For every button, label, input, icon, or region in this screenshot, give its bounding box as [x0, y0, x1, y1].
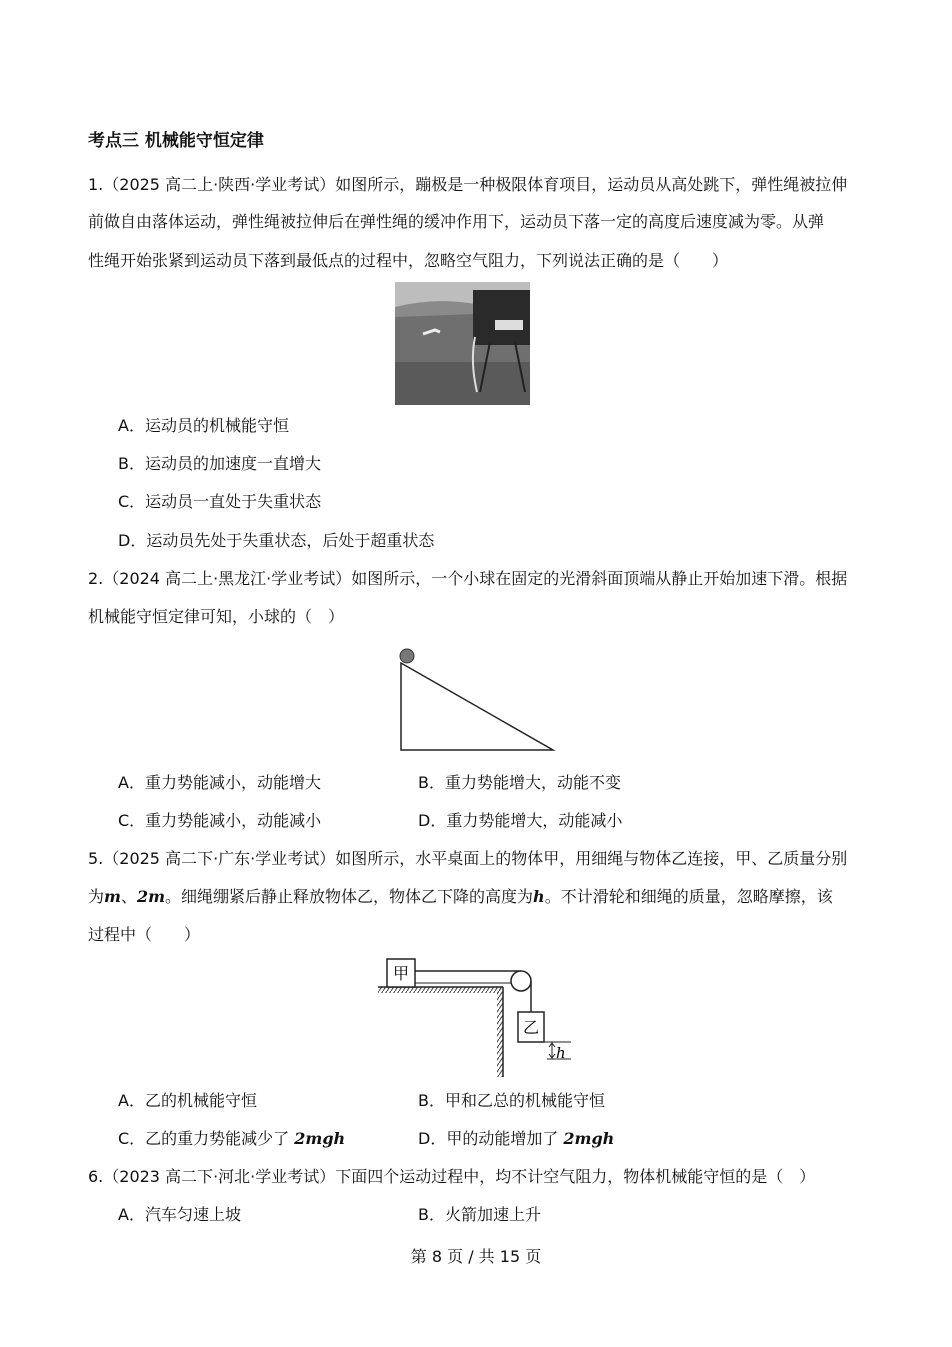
q2-line: 2.（2024 高二上·黑龙江·学业考试）如图所示，一个小球在固定的光滑斜面顶端从静止开始加速下滑。根据: [88, 569, 848, 588]
q1-option-d: D．运动员先处于失重状态，后处于超重状态: [118, 531, 435, 550]
svg-text:h: h: [556, 1044, 566, 1062]
q5-option-a: A．乙的机械能守恒: [118, 1091, 257, 1110]
q2-option-b: B．重力势能增大，动能不变: [418, 773, 621, 792]
q6-option-a: A．汽车匀速上坡: [118, 1205, 241, 1224]
pulley-diagram: [375, 955, 575, 1080]
q2-option-c: C．重力势能减小，动能减小: [118, 811, 322, 830]
svg-text:甲: 甲: [392, 964, 410, 983]
q1-line: 1.（2025 高二上·陕西·学业考试）如图所示，蹦极是一种极限体育项目，运动员从高处跳下，弹性绳被拉伸: [88, 175, 848, 194]
q5-line: 5.（2025 高二下·广东·学业考试）如图所示，水平桌面上的物体甲，用细绳与物体乙连接，甲、乙质量分别: [88, 849, 848, 868]
q2-line: 机械能守恒定律可知，小球的（ ）: [88, 607, 345, 626]
q2-option-a: A．重力势能减小，动能增大: [118, 773, 321, 792]
page-footer: 第 8 页 / 共 15 页: [410, 1247, 542, 1266]
q1-line: 前做自由落体运动，弹性绳被拉伸后在弹性绳的缓冲作用下，运动员下落一定的高度后速度减为零。从弹: [88, 212, 825, 231]
section-title: 考点三 机械能守恒定律: [88, 131, 264, 151]
q6-line: 6.（2023 高二下·河北·学业考试）下面四个运动过程中，均不计空气阻力，物体机械能守恒的是（ ）: [88, 1167, 816, 1186]
incline-diagram: [395, 645, 560, 755]
q5-line: 为m、2m。细绳绷紧后静止释放物体乙，物体乙下降的高度为h。不计滑轮和细绳的质量，忽略摩擦，该: [88, 887, 833, 906]
q1-option-b: B．运动员的加速度一直增大: [118, 454, 321, 473]
svg-text:乙: 乙: [522, 1018, 540, 1037]
q1-line: 性绳开始张紧到运动员下落到最低点的过程中，忽略空气阻力，下列说法正确的是（ ）: [88, 251, 729, 270]
q5-option-d: D．甲的动能增加了 2mgh: [418, 1129, 615, 1148]
q6-option-b: B．火箭加速上升: [418, 1205, 541, 1224]
q2-option-d: D．重力势能增大，动能减小: [418, 811, 623, 830]
bungee-photo: [395, 282, 530, 405]
q5-option-b: B．甲和乙总的机械能守恒: [418, 1091, 605, 1110]
q5-line: 过程中（ ）: [88, 925, 201, 944]
q5-option-c: C．乙的重力势能减少了 2mgh: [118, 1129, 346, 1148]
q1-option-a: A．运动员的机械能守恒: [118, 416, 289, 435]
q1-option-c: C．运动员一直处于失重状态: [118, 492, 322, 511]
